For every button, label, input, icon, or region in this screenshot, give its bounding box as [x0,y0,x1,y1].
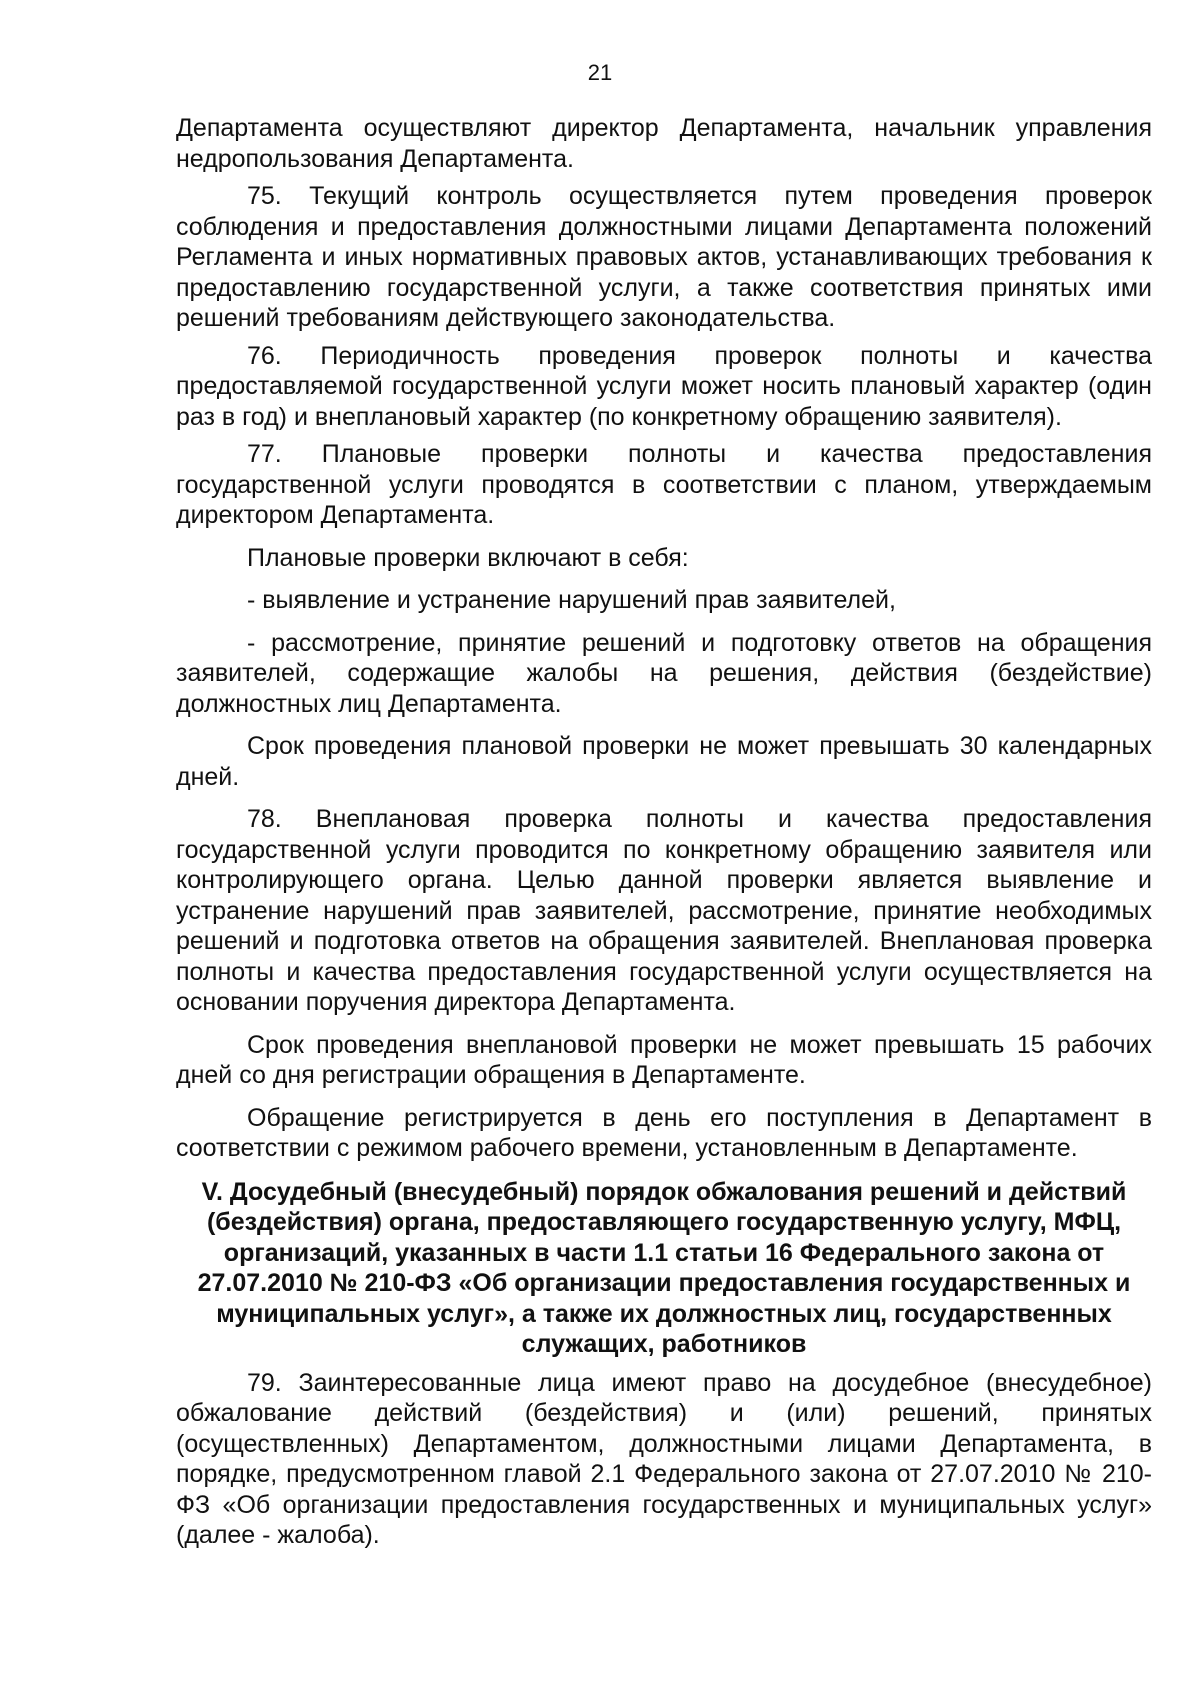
paragraph-78: 78. Внеплановая проверка полноты и качества предоставления государственной услуги проводится по конкретному обращению заявителя или контролирующего органа. Целью данной проверки является выявление и устранение нарушений прав заявителей, рассмотрение, принятие необходимых решений и подготовка ответов на обращения заявителей. Внеплановая проверка полноты и качества предоставления государственной услуги осуществляется на основании поручения директора Департамента. [176,805,1152,1016]
list-item-complaints: - рассмотрение, принятие решений и подготовку ответов на обращения заявителей, содержащие жалобы на решения, действия (бездействие) должностных лиц Департамента. [176,628,1152,718]
paragraph-79: 79. Заинтересованные лица имеют право на досудебное (внесудебное) обжалование действий (бездействия) и (или) решений, принятых (осуществленных) Департаментом, должностными лицами Департамента, в порядке, предусмотренном главой 2.1 Федерального закона от 27.07.2010 № 210-ФЗ «Об организации предоставления государственных и муниципальных услуг» (далее - жалоба). [176,1368,1152,1549]
paragraph-registration: Обращение регистрируется в день его поступления в Департамент в соответствии с режимом рабочего времени, установленным в Департаменте. [176,1103,1152,1162]
paragraph-75: 75. Текущий контроль осуществляется путем проведения проверок соблюдения и предоставления должностными лицами Департамента положений Регламента и иных нормативных правовых актов, устанавливающих требования к предоставлению государственной услуги, а также соответствия принятых ими решений требованиям действующего законодательства. [176,182,1152,332]
page-number: 21 [587,60,613,85]
list-item-violations: - выявление и устранение нарушений прав заявителей, [247,586,896,614]
paragraph-unplanned-check-term: Срок проведения внеплановой проверки не может превышать 15 рабочих дней со дня регистрации обращения в Департаменте. [176,1030,1152,1089]
paragraph-planned-checks-intro: Плановые проверки включают в себя: [247,543,689,572]
document-body [176,113,1152,1558]
paragraph-77: 77. Плановые проверки полноты и качества предоставления государственной услуги проводятся в соответствии с планом, утверждаемым директором Департамента. [176,440,1152,529]
section-v-heading: V. Досудебный (внесудебный) порядок обжалования решений и действий (бездействия) органа, предоставляющего государственную услугу, МФЦ, организаций, указанных в части 1.1 статьи 16 Федерального закона от 27.07.2010 № 210-ФЗ «Об организации предоставления государственных и муниципальных услуг», а также их должностных лиц, государственных служащих, работников [197,1177,1131,1358]
paragraph-76: 76. Периодичность проведения проверок полноты и качества предоставляемой государственной услуги может носить плановый характер (один раз в год) и внеплановый характер (по конкретному обращению заявителя). [176,341,1152,431]
paragraph-continuation: Департамента осуществляют директор Департамента, начальник управления недропользования Департамента. [176,114,1152,173]
paragraph-planned-check-term: Срок проведения плановой проверки не может превышать 30 календарных дней. [176,732,1152,791]
